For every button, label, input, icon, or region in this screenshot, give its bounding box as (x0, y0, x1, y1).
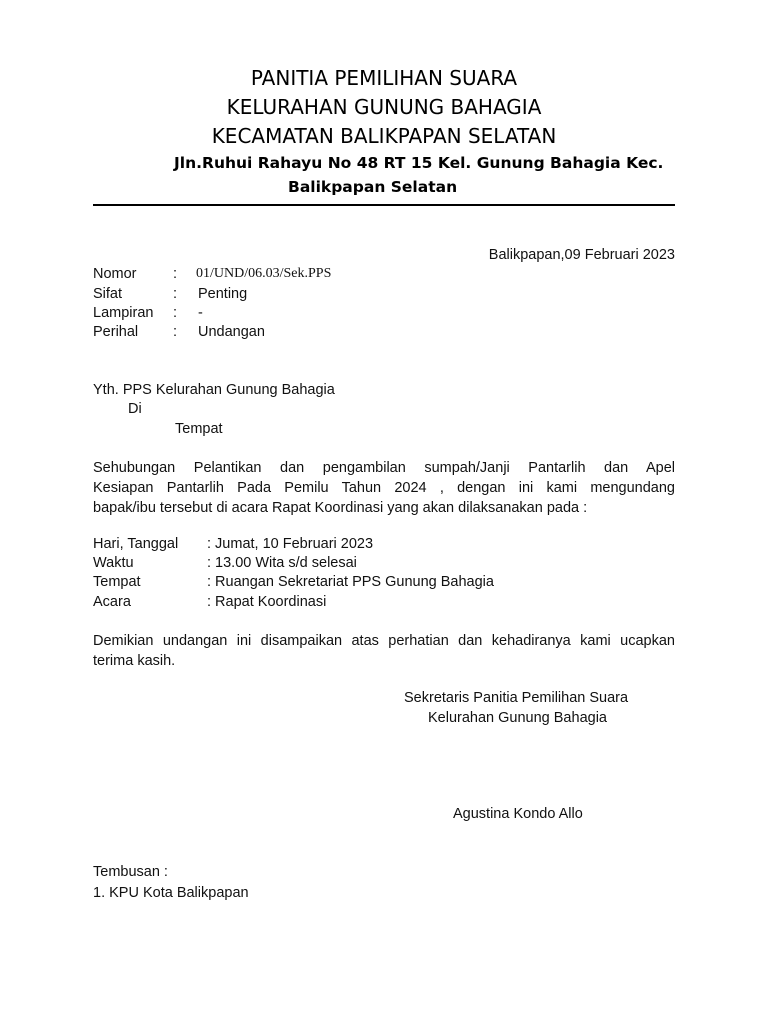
cc-item: 1. KPU Kota Balikpapan (93, 885, 249, 901)
closing-line-2: terima kasih. (93, 653, 176, 669)
detail-label-agenda: Acara (93, 594, 131, 610)
signature-title-1: Sekretaris Panitia Pemilihan Suara (404, 690, 629, 706)
meta-sep-perihal: : (173, 324, 178, 340)
meta-sep-sifat: : (173, 286, 178, 302)
meta-value-sifat: Penting (198, 286, 248, 302)
intro-line-1: Sehubungan Pelantikan dan pengambilan sumpah/Janji Pantarlih dan Apel (93, 460, 675, 476)
meta-value-nomor: 01/UND/06.03/Sek.PPS (196, 266, 332, 281)
recipient-line-3: Tempat (175, 421, 223, 437)
signature-name: Agustina Kondo Allo (453, 806, 583, 822)
letterhead-line-3: KECAMATAN BALIKPAPAN SELATAN (211, 124, 557, 148)
meta-label-sifat: Sifat (93, 286, 123, 302)
closing-line-1: Demikian undangan ini disampaikan atas perhatian dan kehadiranya kami ucapkan (93, 633, 675, 649)
intro-line-2: Kesiapan Pantarlih Pada Pemilu Tahun 2024 , dengan ini kami mengundang (93, 480, 675, 496)
meta-value-lampiran: - (198, 305, 203, 321)
detail-label-date: Hari, Tanggal (93, 536, 179, 552)
detail-label-place: Tempat (93, 574, 141, 590)
intro-paragraph (93, 458, 675, 518)
letterhead-divider (93, 204, 675, 206)
meta-sep-lampiran: : (173, 305, 178, 321)
meta-label-nomor: Nomor (93, 266, 137, 282)
detail-value-place: : Ruangan Sekretariat PPS Gunung Bahagia (207, 574, 494, 590)
meta-sep-nomor: : (173, 266, 178, 282)
letterhead-address-2: Balikpapan Selatan (288, 178, 458, 196)
detail-value-date: : Jumat, 10 Februari 2023 (207, 536, 374, 552)
letter-date: Balikpapan,09 Februari 2023 (488, 247, 675, 263)
letterhead-line-1: PANITIA PEMILIHAN SUARA (250, 66, 518, 90)
meta-label-lampiran: Lampiran (93, 305, 154, 321)
closing-paragraph (93, 631, 675, 671)
detail-value-agenda: : Rapat Koordinasi (207, 594, 327, 610)
letterhead-address-1: Jln.Ruhui Rahayu No 48 RT 15 Kel. Gunung Bahagia Kec. (174, 154, 664, 172)
signature-title-2: Kelurahan Gunung Bahagia (428, 710, 607, 726)
detail-value-time: : 13.00 Wita s/d selesai (207, 555, 357, 571)
intro-line-3: bapak/ibu tersebut di acara Rapat Koordinasi yang akan dilaksanakan pada : (93, 500, 588, 516)
letterhead-line-2: KELURAHAN GUNUNG BAHAGIA (226, 95, 542, 119)
recipient-line-1: Yth. PPS Kelurahan Gunung Bahagia (93, 382, 335, 398)
cc-heading: Tembusan : (93, 864, 168, 880)
detail-label-time: Waktu (93, 555, 134, 571)
recipient-line-2: Di (128, 401, 142, 417)
meta-label-perihal: Perihal (93, 324, 139, 340)
meta-value-perihal: Undangan (198, 324, 265, 340)
